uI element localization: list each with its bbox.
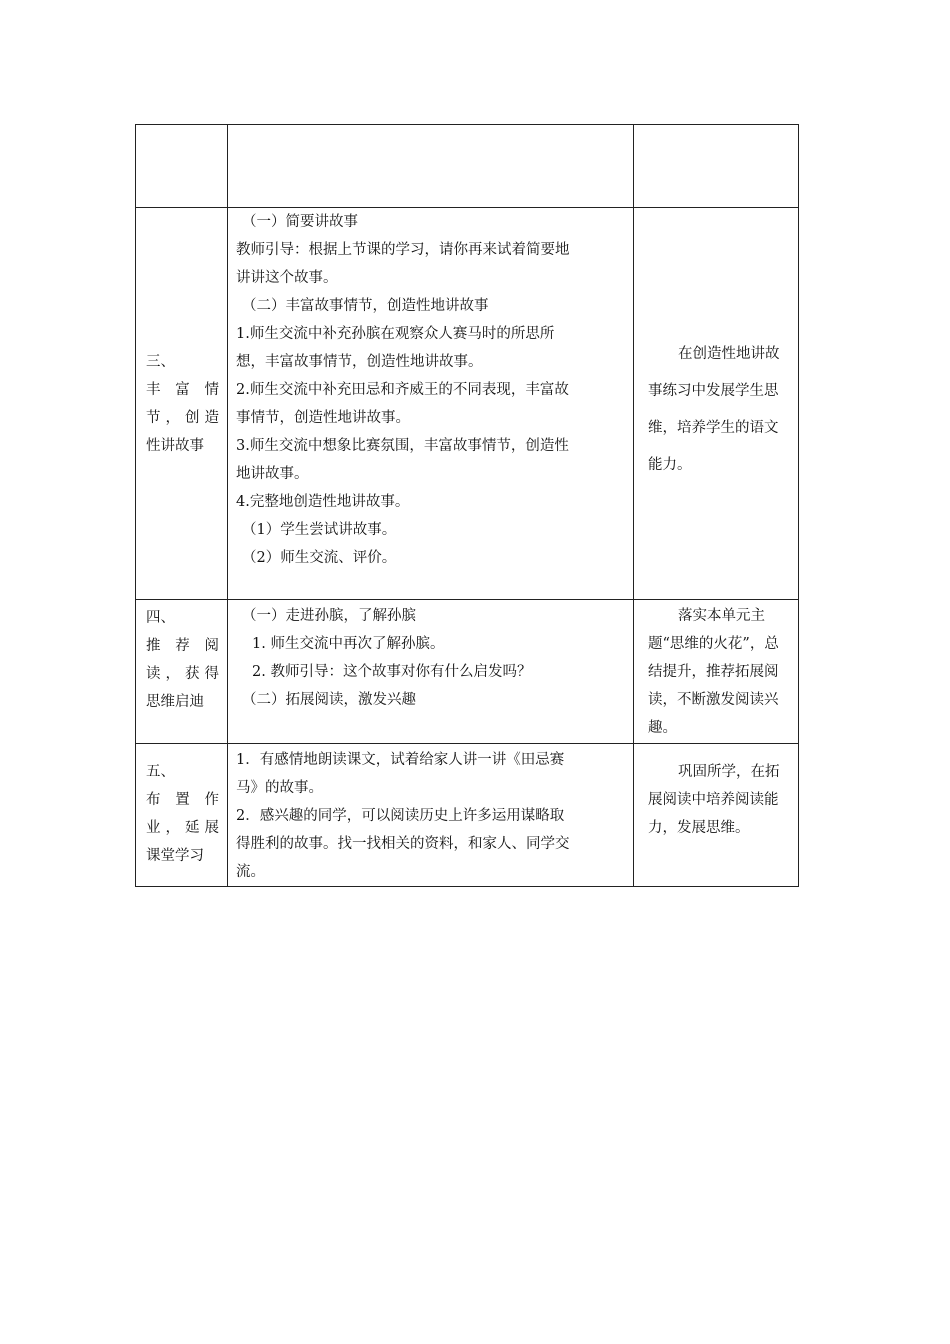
content-line: 马》的故事。 <box>236 780 323 796</box>
intent-cell <box>634 744 799 887</box>
content-line: 1. 师生交流中再次了解孙膑。 <box>252 636 445 652</box>
stage-title-line: 课堂学习 <box>146 848 204 864</box>
content-line: 4.完整地创造性地讲故事。 <box>236 494 410 510</box>
intent-cell <box>634 600 799 744</box>
table-row <box>136 125 799 208</box>
intent-text: 落实本单元主题“思维的火花”，总结提升，推荐拓展阅读，不断激发阅读兴趣。 <box>648 608 779 736</box>
stage-title-line: 读，获得 <box>146 666 219 682</box>
stage-title-line: 思维启迪 <box>146 694 204 710</box>
content-cell <box>228 208 634 600</box>
content-line: 想，丰富故事情节，创造性地讲故事。 <box>236 354 483 370</box>
stage-title-line: 性讲故事 <box>146 437 204 454</box>
content-cell <box>228 744 634 887</box>
content-line: （二）拓展阅读，激发兴趣 <box>242 692 416 708</box>
content-line: 1.师生交流中补充孙膑在观察众人赛马时的所思所 <box>236 326 555 342</box>
lesson-plan-table <box>135 124 799 887</box>
content-line: 2. 教师引导：这个故事对你有什么启发吗？ <box>252 664 532 680</box>
stage-number: 四、 <box>146 610 175 626</box>
content-line: 1．有感情地朗读课文，试着给家人讲一讲《田忌赛 <box>236 752 565 768</box>
content-line: （2）师生交流、评价。 <box>242 550 397 566</box>
content-line: 得胜利的故事。找一找相关的资料，和家人、同学交 <box>236 836 570 852</box>
stage-cell <box>136 125 228 208</box>
content-line: 流。 <box>236 864 265 880</box>
content-line: 讲讲这个故事。 <box>236 270 338 286</box>
content-line: 2.师生交流中补充田忌和齐威王的不同表现，丰富故 <box>236 382 569 398</box>
content-cell <box>228 125 634 208</box>
table-row <box>136 600 799 744</box>
stage-title-line: 业，延展 <box>146 820 219 836</box>
content-line: 教师引导：根据上节课的学习，请你再来试着简要地 <box>236 242 570 258</box>
content-line: 3.师生交流中想象比赛氛围，丰富故事情节，创造性 <box>236 438 569 454</box>
stage-title-line: 丰 富 情 <box>146 381 219 398</box>
stage-cell <box>136 744 228 887</box>
intent-cell <box>634 125 799 208</box>
table-row <box>136 208 799 600</box>
content-line: 地讲故事。 <box>236 466 309 482</box>
intent-text: 在创造性地讲故事练习中发展学生思维，培养学生的语文能力。 <box>648 345 780 473</box>
stage-title-line: 推 荐 阅 <box>146 638 219 654</box>
stage-number: 三、 <box>146 353 175 370</box>
content-line: （二）丰富故事情节，创造性地讲故事 <box>242 298 489 314</box>
table-row <box>136 744 799 887</box>
content-line: （一）走进孙膑，了解孙膑 <box>242 608 416 624</box>
stage-title-line: 布 置 作 <box>146 792 219 808</box>
stage-cell <box>136 600 228 744</box>
stage-title-line: 节，创造 <box>146 409 219 426</box>
stage-number: 五、 <box>146 764 175 780</box>
content-line: 2．感兴趣的同学，可以阅读历史上许多运用谋略取 <box>236 808 565 824</box>
content-cell <box>228 600 634 744</box>
content-line: 事情节，创造性地讲故事。 <box>236 410 410 426</box>
intent-text: 巩固所学，在拓展阅读中培养阅读能力，发展思维。 <box>648 764 780 836</box>
content-line: （一）简要讲故事 <box>242 214 358 230</box>
content-line: （1）学生尝试讲故事。 <box>242 522 397 538</box>
stage-cell <box>136 208 228 600</box>
intent-cell <box>634 208 799 600</box>
